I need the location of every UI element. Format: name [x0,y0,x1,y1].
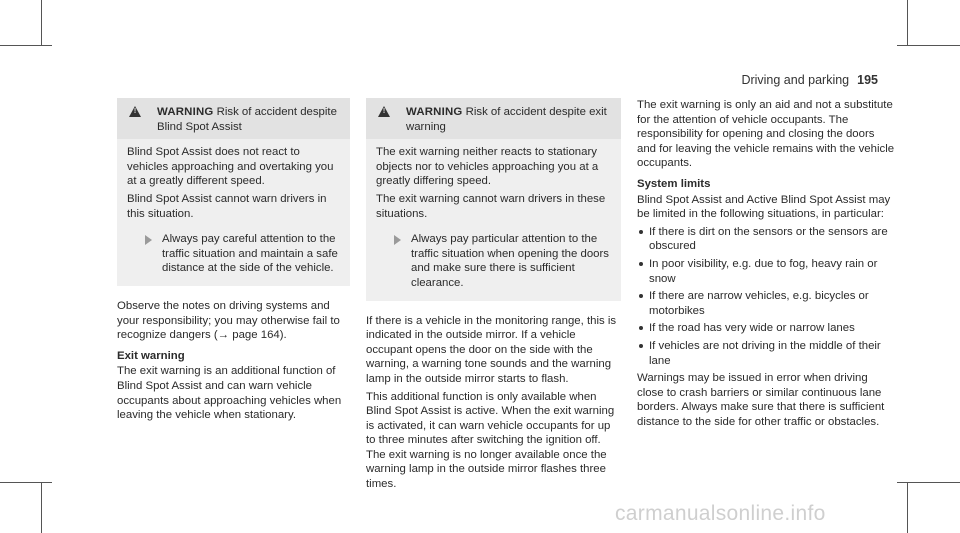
section-heading: Exit warning [117,349,185,362]
crop-mark [0,45,52,46]
warning-paragraph: Blind Spot Assist cannot warn drivers in this situation. [127,192,327,220]
warning-paragraph: The exit warning neither reacts to stationary objects nor to vehicles approaching you at a greatly differing speed. [376,146,599,188]
warning-header [117,98,350,139]
crop-mark [0,482,52,483]
crop-mark [907,0,908,46]
action-arrow-icon [145,235,152,245]
warning-triangle-icon: ! [378,106,390,117]
running-header [741,73,878,87]
list-item: If the road has very wide or narrow lanes [637,321,895,336]
crop-mark [907,482,908,533]
warning-action-text: Always pay particular attention to the traffic situation when opening the doors and make sure there is sufficient clearance. [411,233,609,289]
body-paragraph: The exit warning is an additional function of Blind Spot Assist and can warn vehicle occupants about approaching vehicles when leaving the vehicle when stationary. [117,365,342,422]
warning-action-text: Always pay careful attention to the traffic situation and maintain a safe distance at the side of the vehicle. [162,233,338,275]
warning-label: WARNING [406,106,463,118]
crop-mark [897,45,960,46]
column-2 [366,98,621,495]
warning-action [127,232,340,276]
list-item: If there is dirt on the sensors or the sensors are obscured [637,225,895,254]
crop-mark [41,0,42,46]
crop-mark [41,482,42,533]
warning-box-blind-spot [117,98,350,286]
page-number: 195 [857,73,878,87]
section-title: Driving and parking [741,73,850,87]
list-item: If vehicles are not driving in the middle of their lane [637,339,895,368]
warning-header [366,98,621,139]
crop-mark [897,482,960,483]
body-paragraph: If there is a vehicle in the monitoring range, this is indicated in the outside mirror. If a vehicle occupant opens the door on the side with the warning, a warning tone sounds and the warning lamp in the outside mirror starts to flash. [366,314,617,385]
watermark: carmanualsonline.info [615,502,826,525]
list-item: In poor visibility, e.g. due to fog, heavy rain or snow [637,257,895,286]
column-3 [637,98,895,432]
warning-paragraph: The exit warning cannot warn drivers in these situations. [376,192,606,220]
warning-paragraph: Blind Spot Assist does not react to vehicles approaching and overtaking you at a greatly different speed. [127,146,334,188]
warning-title: Risk of accident despite Blind Spot Assist [157,106,337,133]
column-1 [117,98,350,426]
warning-body [117,139,350,286]
warning-triangle-icon: ! [129,106,141,117]
warning-box-exit-warning [366,98,621,301]
body-paragraph: The exit warning is only an aid and not a substitute for the attention of vehicle occupants. The responsibility for opening and closing the doors and for leaving the vehicle remains with the vehicle occupants. [637,99,895,170]
list-item: If there are narrow vehicles, e.g. bicycles or motorbikes [637,289,895,318]
action-arrow-icon [394,235,401,245]
warning-action [376,232,611,290]
warning-body [366,139,621,300]
warning-title: Risk of accident despite exit warning [406,106,607,133]
body-paragraph: This additional function is only available when Blind Spot Assist is active. When the exit warning is activated, it can warn vehicle occupants for up to three minutes after switching the ignition off. The exit warning is no longer available once the warning lamp in the outside mirror flashes three times. [366,390,615,491]
body-paragraph: Warnings may be issued in error when driving close to crash barriers or similar continuous lane borders. Always make sure that there is sufficient distance to the side for other traffic or obstacles. [637,372,885,428]
body-paragraph: Observe the notes on driving systems and your responsibility; you may otherwise fail to recognize dangers (→ page 164). [117,299,340,342]
body-paragraph: Blind Spot Assist and Active Blind Spot Assist may be limited in the following situations, in particular: [637,193,891,221]
warning-label: WARNING [157,106,214,118]
section-heading: System limits [637,177,711,190]
limits-list [637,225,895,368]
